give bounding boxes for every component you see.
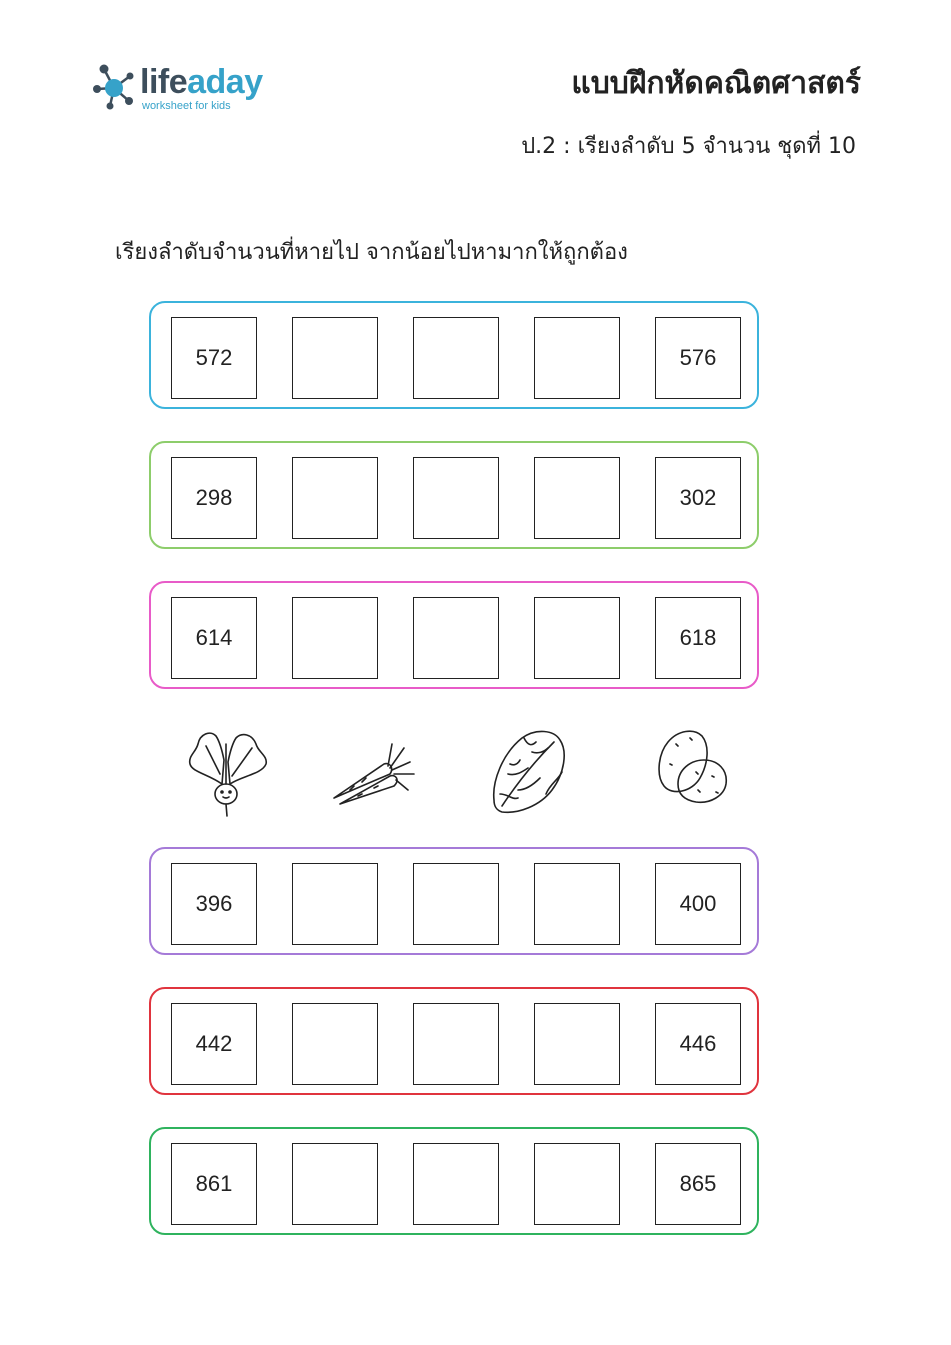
answer-box[interactable]: [534, 317, 620, 399]
logo-molecule-icon: [90, 60, 138, 112]
answer-box[interactable]: [292, 1003, 378, 1085]
answer-box[interactable]: [413, 1003, 499, 1085]
number-box-last: 618: [655, 597, 741, 679]
worksheet-subtitle: ป.2 : เรียงลำดับ 5 จำนวน ชุดที่ 10: [521, 134, 856, 159]
carrot-icon: [330, 724, 416, 810]
number-box-first: 442: [171, 1003, 257, 1085]
potato-icon: [654, 724, 730, 806]
logo-tagline: worksheet for kids: [142, 100, 231, 112]
answer-box[interactable]: [413, 597, 499, 679]
number-box-last: 302: [655, 457, 741, 539]
number-box-first: 298: [171, 457, 257, 539]
answer-box[interactable]: [534, 863, 620, 945]
number-box-first: 861: [171, 1143, 257, 1225]
answer-box[interactable]: [534, 1143, 620, 1225]
answer-box[interactable]: [413, 1143, 499, 1225]
answer-box[interactable]: [413, 863, 499, 945]
answer-box[interactable]: [292, 457, 378, 539]
number-row-3: [149, 581, 759, 689]
number-row-1: [149, 301, 759, 409]
answer-box[interactable]: [413, 457, 499, 539]
answer-box[interactable]: [292, 1143, 378, 1225]
radish-icon: [186, 724, 270, 818]
answer-box[interactable]: [534, 457, 620, 539]
number-box-last: 865: [655, 1143, 741, 1225]
answer-box[interactable]: [534, 1003, 620, 1085]
number-box-last: 576: [655, 317, 741, 399]
answer-box[interactable]: [292, 597, 378, 679]
number-box-first: 614: [171, 597, 257, 679]
number-row-5: [149, 987, 759, 1095]
answer-box[interactable]: [292, 863, 378, 945]
answer-box[interactable]: [292, 317, 378, 399]
page-title: แบบฝึกหัดคณิตศาสตร์: [571, 66, 861, 101]
number-row-4: [149, 847, 759, 955]
number-box-last: 446: [655, 1003, 741, 1085]
number-box-last: 400: [655, 863, 741, 945]
logo-text-accent: aday: [187, 63, 263, 101]
number-box-first: 396: [171, 863, 257, 945]
logo-name: [140, 62, 263, 102]
cabbage-icon: [488, 724, 570, 816]
answer-box[interactable]: [413, 317, 499, 399]
number-row-6: [149, 1127, 759, 1235]
logo-text-main: life: [140, 63, 188, 101]
answer-box[interactable]: [534, 597, 620, 679]
number-box-first: 572: [171, 317, 257, 399]
number-row-2: [149, 441, 759, 549]
logo: [90, 60, 280, 116]
instruction-text: เรียงลำดับจำนวนที่หายไป จากน้อยไปหามากให้ถูกต้อง: [115, 240, 628, 265]
